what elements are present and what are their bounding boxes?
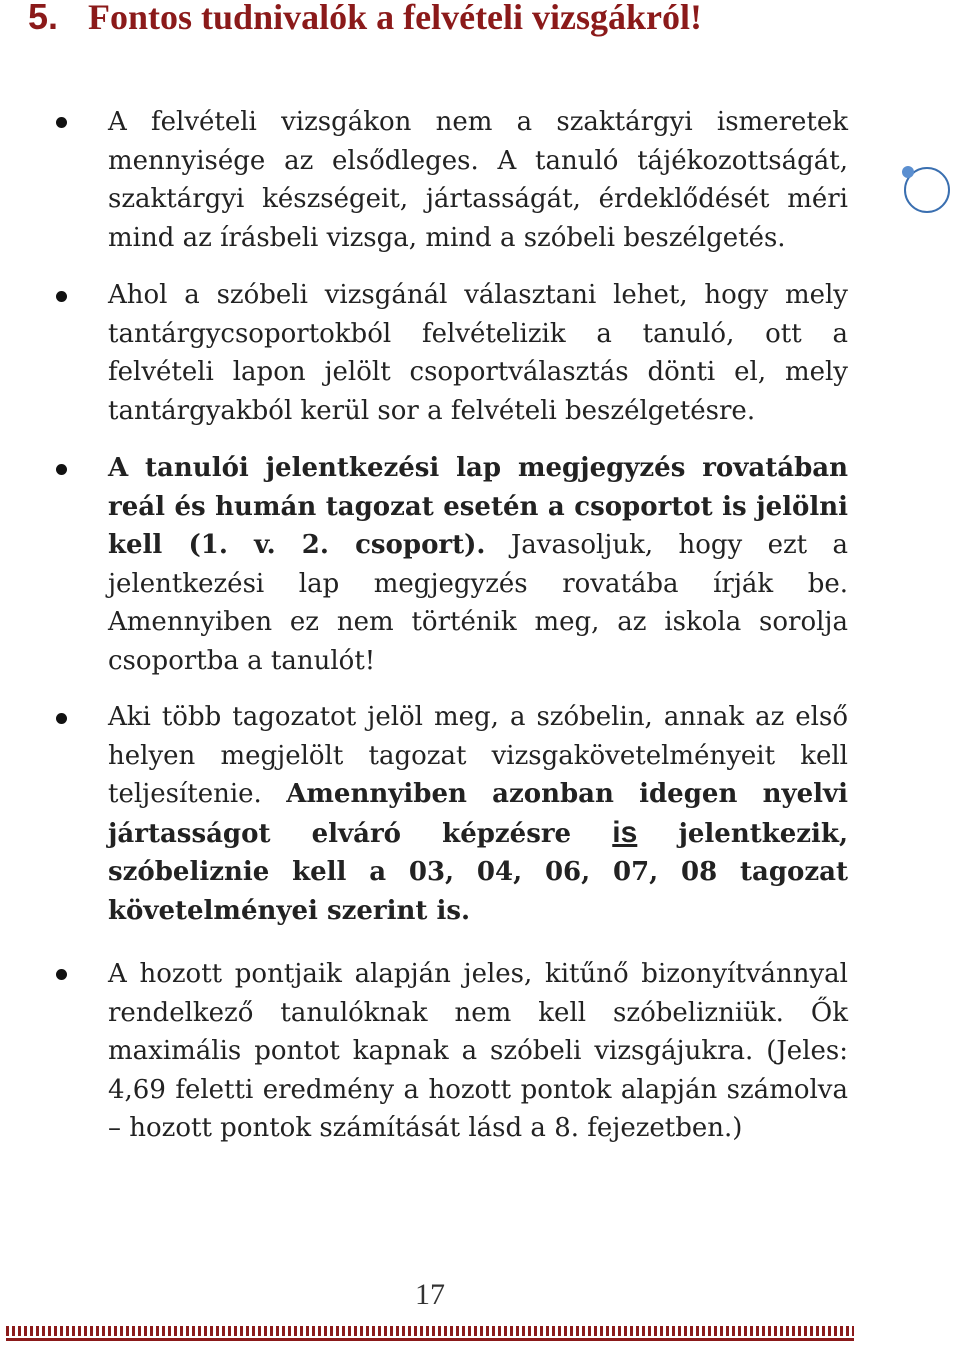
bullet-icon [56,464,67,475]
page-heading [28,0,702,38]
paragraph: Ahol a szóbeli vizsgánál választani lehet, hogy mely tantárgycsoportokból felvételizik a tanuló, ott a felvételi lapon jelölt csoportválasztás dönti el, mely tantárgyakból kerül sor a felvételi beszélgetésre. [108,280,848,426]
underlined-text: is [612,815,638,849]
plain-text: Aki több tagozatot jelöl meg, a szóbelin, annak az első helyen megjelölt tagozat vizsgakövetelményeit kell teljesítenie. [108,702,848,810]
paragraph: A hozott pontjaik alapján jeles, kitűnő bizonyítvánnyal rendelkező tanulóknak nem kell szóbelizniük. Ők maximális pontot kapnak a szóbeli vizsgájukra. (Jeles: 4,69 feletti eredmény a hozott pontok alapján számolva – hozott pontok számítását lásd a 8. fejezetben.) [108,959,848,1144]
heading-title: Fontos tudnivalók a felvételi vizsgákról! [88,0,703,37]
paragraph [108,449,848,681]
bold-text: Amennyiben azonban idegen nyelvi jártasságot elváró képzésre [108,779,848,849]
paragraph [108,698,848,931]
plain-text: Javasoljuk, hogy ezt a jelentkezési lap megjegyzés rovatába írják be. Amennyiben ez nem történik meg, az iskola sorolja csoportba a tanulót! [108,530,848,676]
bullet-icon [56,291,67,302]
heading-number: 5. [28,0,59,37]
paragraph: A felvételi vizsgákon nem a szaktárgyi ismeretek mennyisége az elsődleges. A tanuló tájékozottságát, szaktárgyi készségeit, jártasságát, érdeklődését méri mind az írásbeli vizsga, mind a szóbeli beszélgetés. [108,107,848,253]
bullet-icon [56,969,67,980]
page-number: 17 [415,1278,445,1311]
footer-rule [6,1326,854,1342]
circle-dot-ornament-icon [900,162,952,214]
bullet-icon [56,713,67,724]
list-item-text [108,698,848,931]
bold-text: A tanulói jelentkezési lap megjegyzés rovatában reál és humán tagozat esetén a csoportot is jelölni kell (1. v. 2. csoport). [108,453,848,561]
list-item-text [108,103,848,257]
bold-text: jelentkezik, szóbeliznie kell a 03, 04, 06, 07, 08 tagozat követelményei szerint is. [108,818,848,926]
list-item-text [108,449,848,681]
list-item-text [108,276,848,430]
list-item-text [108,955,848,1148]
bullet-icon [56,117,67,128]
